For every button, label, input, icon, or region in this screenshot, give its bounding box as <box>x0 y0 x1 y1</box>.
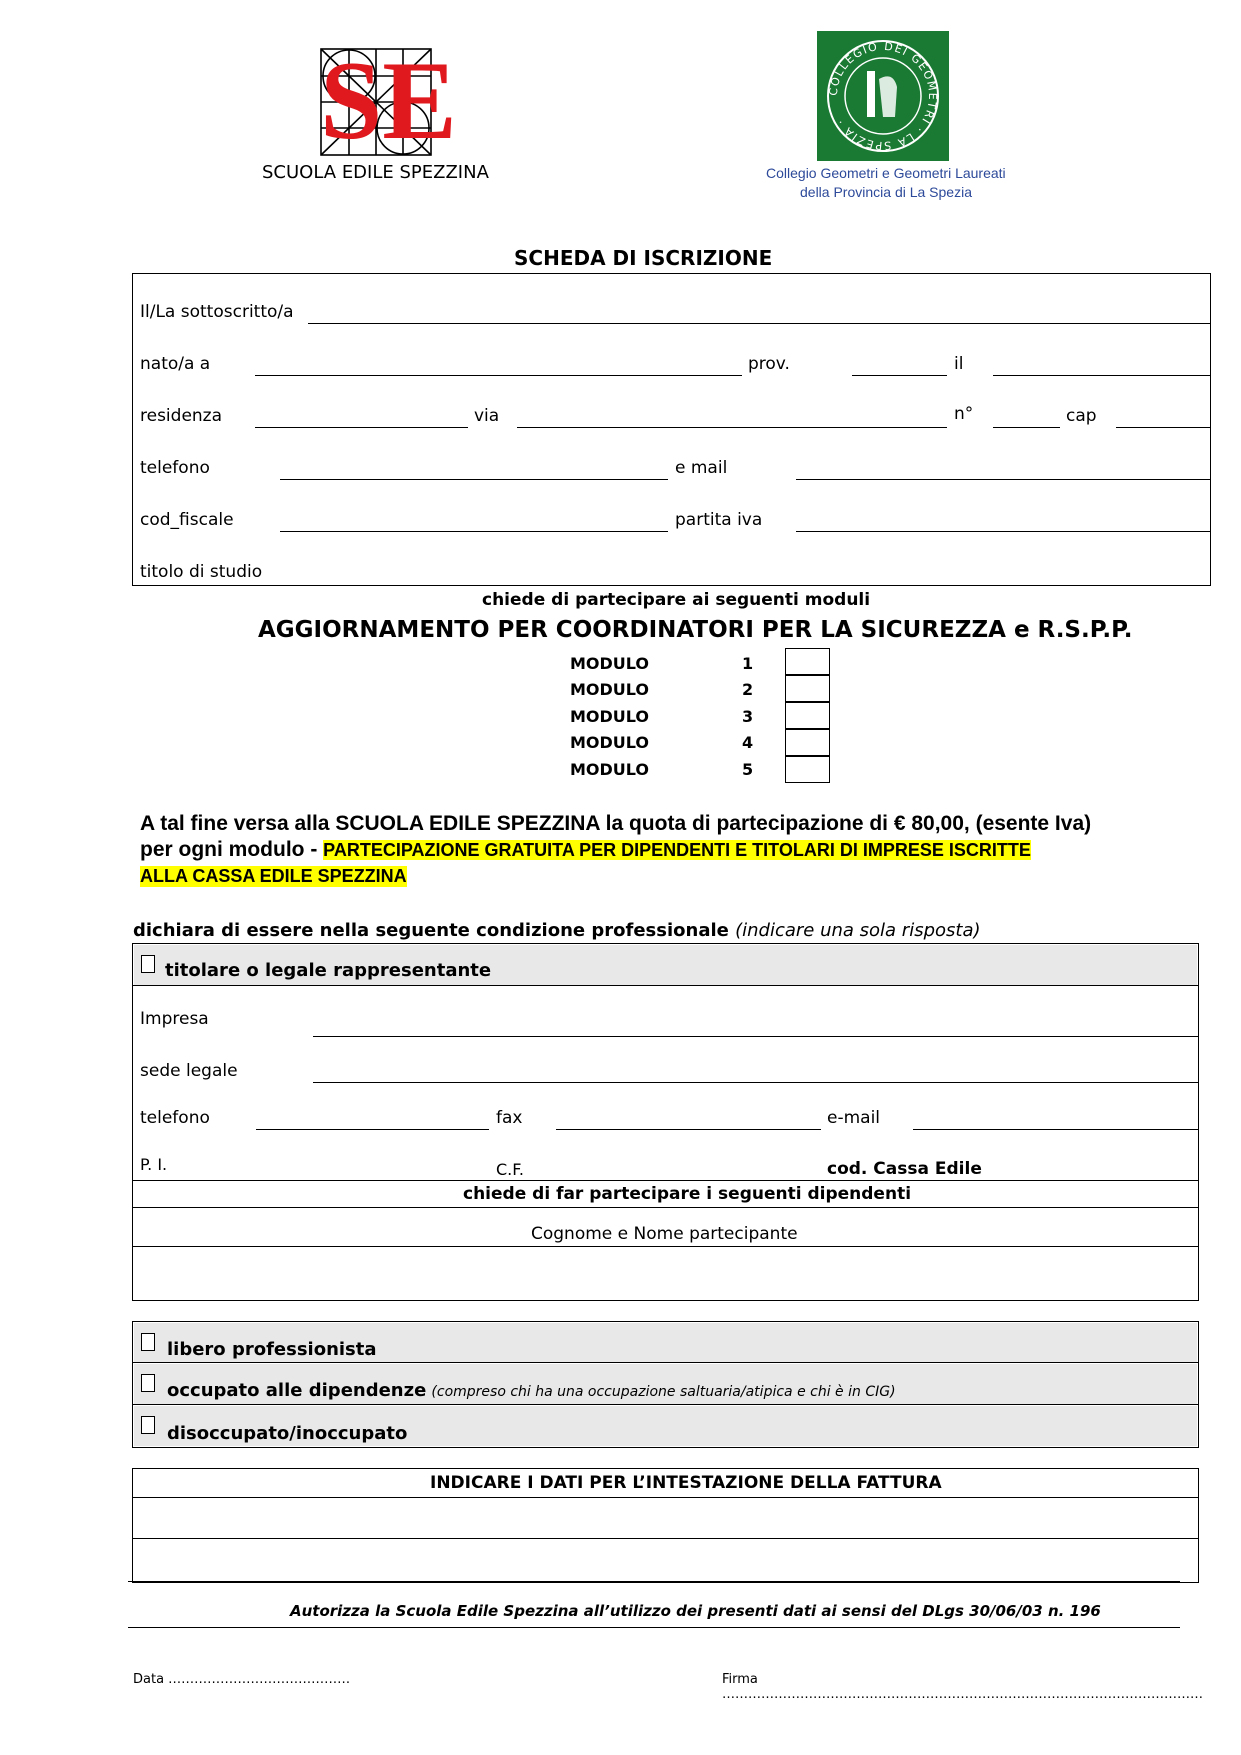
field-sottoscritto[interactable] <box>308 323 1211 324</box>
libero-checkbox[interactable] <box>141 1333 155 1351</box>
field-nato[interactable] <box>255 375 742 376</box>
field-numero[interactable] <box>993 427 1060 428</box>
label-sottoscritto: Il/La sottoscritto/a <box>140 302 294 322</box>
module-number: 3 <box>742 707 754 726</box>
module-2-checkbox[interactable] <box>785 675 830 702</box>
divider <box>132 1246 1199 1247</box>
label-via: via <box>474 406 500 426</box>
participant-header: Cognome e Nome partecipante <box>531 1224 798 1244</box>
condition-text: dichiara di essere nella seguente condizione professionale <box>133 920 736 941</box>
divider <box>132 1404 1199 1405</box>
field-prov[interactable] <box>852 375 947 376</box>
fee-school: SCUOLA EDILE SPEZZINA <box>335 812 600 835</box>
condition-statement <box>133 920 981 941</box>
fee-text: A tal fine versa alla <box>140 812 336 835</box>
label-prov: prov. <box>748 354 790 374</box>
fee-amount: la quota di partecipazione di € 80,00, (esente Iva) <box>599 812 1092 835</box>
request-text: chiede di partecipare ai seguenti moduli <box>482 590 871 610</box>
personal-data-box <box>132 273 1211 586</box>
field-sede[interactable] <box>313 1082 1199 1083</box>
label-nato: nato/a a <box>140 354 211 374</box>
label-cod-fiscale: cod_fiscale <box>140 510 234 530</box>
titolare-checkbox[interactable] <box>141 955 155 973</box>
fee-text: per ogni modulo - <box>140 838 324 861</box>
disoccupato-label: disoccupato/inoccupato <box>167 1423 408 1444</box>
divider <box>128 1627 1180 1628</box>
field-via[interactable] <box>517 427 947 428</box>
label-cassa: cod. Cassa Edile <box>827 1159 982 1179</box>
module-number: 4 <box>742 733 754 752</box>
module-label: MODULO <box>570 680 650 699</box>
date-field[interactable]: Data …………………………………… <box>133 1672 351 1687</box>
dipendenti-header: chiede di far partecipare i seguenti dipendenti <box>463 1184 912 1204</box>
school-logo <box>318 39 457 163</box>
course-title: AGGIORNAMENTO PER COORDINATORI PER LA SICUREZZA e R.S.P.P. <box>258 617 1133 643</box>
label-titolo-studio: titolo di studio <box>140 562 263 582</box>
field-il[interactable] <box>993 375 1211 376</box>
invoice-row-1[interactable] <box>134 1499 1197 1537</box>
fee-line-2 <box>140 838 1031 862</box>
field-email[interactable] <box>796 479 1211 480</box>
signature-field[interactable]: Firma ………………………………………………………………………………………………… <box>722 1672 1203 1702</box>
geometri-seal <box>817 31 949 161</box>
label-impresa: Impresa <box>140 1009 209 1029</box>
module-label: MODULO <box>570 707 650 726</box>
field-residenza[interactable] <box>255 427 468 428</box>
libero-label: libero professionista <box>167 1339 377 1360</box>
field-cap[interactable] <box>1116 427 1211 428</box>
module-label: MODULO <box>570 760 650 779</box>
module-number: 1 <box>742 654 754 673</box>
field-telefono[interactable] <box>280 479 668 480</box>
label-sede: sede legale <box>140 1061 238 1081</box>
label-telefono: telefono <box>140 458 210 478</box>
school-name: SCUOLA EDILE SPEZZINA <box>262 162 489 183</box>
occupato-checkbox[interactable] <box>141 1374 155 1392</box>
divider <box>132 1207 1199 1208</box>
label-residenza: residenza <box>140 406 223 426</box>
occupato-option <box>167 1380 896 1401</box>
label-partita-iva: partita iva <box>675 510 763 530</box>
occupato-label: occupato alle dipendenze <box>167 1380 427 1401</box>
geometri-name-line1: Collegio Geometri e Geometri Laureati <box>766 165 1006 181</box>
invoice-header: INDICARE I DATI PER L’INTESTAZIONE DELLA FATTURA <box>430 1473 942 1493</box>
label-email: e mail <box>675 458 728 478</box>
module-3-checkbox[interactable] <box>785 702 830 729</box>
divider <box>132 1497 1199 1498</box>
module-4-checkbox[interactable] <box>785 729 830 756</box>
module-1-checkbox[interactable] <box>785 648 830 675</box>
label-company-email: e-mail <box>827 1108 881 1128</box>
page-title: SCHEDA DI ISCRIZIONE <box>514 246 773 270</box>
field-company-email[interactable] <box>913 1129 1199 1130</box>
divider <box>128 1581 1180 1582</box>
module-5-checkbox[interactable] <box>785 756 830 783</box>
label-fax: fax <box>496 1108 523 1128</box>
divider <box>132 985 1199 986</box>
module-number: 5 <box>742 760 754 779</box>
field-company-telefono[interactable] <box>256 1129 489 1130</box>
label-il: il <box>954 354 964 374</box>
participant-row[interactable] <box>134 1248 1197 1298</box>
svg-text:COLLEGIO DEI GEOMETRI · LA SPE: COLLEGIO DEI GEOMETRI · LA SPEZIA · <box>826 39 940 153</box>
geometri-name-line2: della Provincia di La Spezia <box>800 184 972 200</box>
label-pi: P. I. <box>140 1155 168 1174</box>
divider <box>132 1362 1199 1363</box>
condition-note: (indicare una sola risposta) <box>735 920 981 941</box>
invoice-row-2[interactable] <box>134 1540 1197 1580</box>
disoccupato-checkbox[interactable] <box>141 1416 155 1434</box>
free-participation-note: PARTECIPAZIONE GRATUITA PER DIPENDENTI E TITOLARI DI IMPRESE ISCRITTE <box>323 840 1031 860</box>
module-label: MODULO <box>570 733 650 752</box>
fee-line-3: ALLA CASSA EDILE SPEZZINA <box>140 866 407 886</box>
svg-text:SE: SE <box>320 39 457 163</box>
divider <box>132 1180 1199 1181</box>
label-company-telefono: telefono <box>140 1108 210 1128</box>
label-cf: C.F. <box>496 1160 524 1179</box>
field-fax[interactable] <box>556 1129 821 1130</box>
label-cap: cap <box>1066 406 1097 426</box>
module-number: 2 <box>742 680 754 699</box>
divider <box>132 1538 1199 1539</box>
field-cod-fiscale[interactable] <box>280 531 668 532</box>
label-numero: n° <box>954 404 974 424</box>
field-impresa[interactable] <box>313 1036 1199 1037</box>
privacy-consent: Autorizza la Scuola Edile Spezzina all’utilizzo dei presenti dati ai sensi del DLgs 30/06/03 n. 196 <box>290 1602 1101 1620</box>
module-label: MODULO <box>570 654 650 673</box>
field-partita-iva[interactable] <box>796 531 1211 532</box>
occupato-note: (compreso chi ha una occupazione saltuaria/atipica e chi è in CIG) <box>431 1384 896 1400</box>
titolare-label: titolare o legale rappresentante <box>165 960 492 981</box>
fee-line-1 <box>140 812 1091 836</box>
